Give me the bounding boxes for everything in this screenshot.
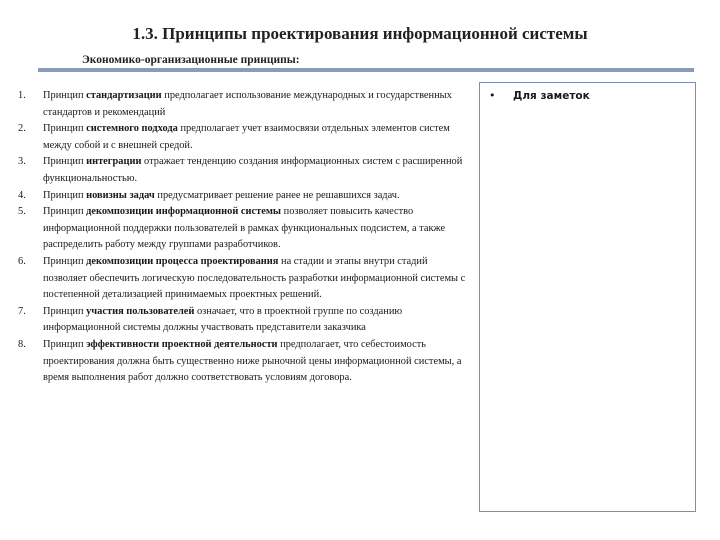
principle-item-2 [14,121,474,154]
principle-number: 5. [18,206,26,218]
principle-prefix: Принцип [43,123,87,135]
principle-item-6 [14,254,474,304]
principle-item-8 [14,337,474,387]
principle-description: предусматривает решение ранее не решавшихся задач. [154,189,400,201]
principle-item-5 [14,204,474,254]
bullet-icon: • [489,89,496,102]
principle-description: предполагает учет взаимосвязи отдельных элементов систем между собой и с внешней средой. [43,123,450,151]
principle-term: новизны задач [86,189,155,201]
principle-description: позволяет повысить качество информационной поддержки пользователей в рамках функциональных подсистем, а также распределить работу между группами разработчиков. [43,206,446,251]
principle-prefix: Принцип [43,156,87,168]
principle-number: 3. [18,156,26,168]
principle-prefix: Принцип [43,189,87,201]
principle-number: 6. [18,255,26,267]
header-divider [38,68,694,72]
principle-term: декомпозиции процесса проектирования [86,255,279,267]
principle-prefix: Принцип [43,255,87,267]
principle-item-4 [14,188,474,205]
slide-title: 1.3. Принципы проектирования информационной системы [132,24,588,43]
principle-description: предполагает использование международных и государственных стандартов и рекомендаций [43,90,452,118]
principle-term: стандартизации [86,90,162,101]
principle-number: 8. [18,338,26,350]
principles-list [14,88,474,387]
principle-term: декомпозиции информационной системы [86,206,282,218]
principle-number: 2. [18,123,26,135]
principle-item-1 [14,88,474,121]
principle-description: означает, что в проектной группе по созданию информационной системы должны участвовать представители заказчика [43,305,403,334]
principle-term: системного подхода [86,123,178,135]
principle-prefix: Принцип [43,206,87,218]
principle-item-3 [14,154,474,187]
section-subtitle: Экономико-организационные принципы: [82,54,300,66]
notes-panel[interactable] [479,82,696,512]
principle-item-7 [14,304,474,337]
principle-description: отражает тенденцию создания информационных систем с расширенной функциональностью. [43,156,463,184]
principle-prefix: Принцип [43,90,87,101]
principle-description: на стадии и этапы внутри стадий позволяет обеспечить логическую последовательность разработки информационной системы с постепенной детализацией принимаемых проектных решений. [43,255,466,301]
principle-term: участия пользователей [86,305,195,317]
principle-prefix: Принцип [43,338,87,350]
principle-term: эффективности проектной деятельности [86,338,278,350]
principle-term: интеграции [86,156,142,168]
principle-number: 1. [18,90,26,101]
principle-prefix: Принцип [43,305,87,317]
principle-number: 7. [18,305,26,317]
notes-label: Для заметок [513,90,590,102]
principle-description: предполагает, что себестоимость проектирования должна быть существенно ниже рыночной цены информационной системы, а время выполнения работ должно соответствовать условиям договора. [43,338,462,384]
principle-number: 4. [18,189,26,201]
